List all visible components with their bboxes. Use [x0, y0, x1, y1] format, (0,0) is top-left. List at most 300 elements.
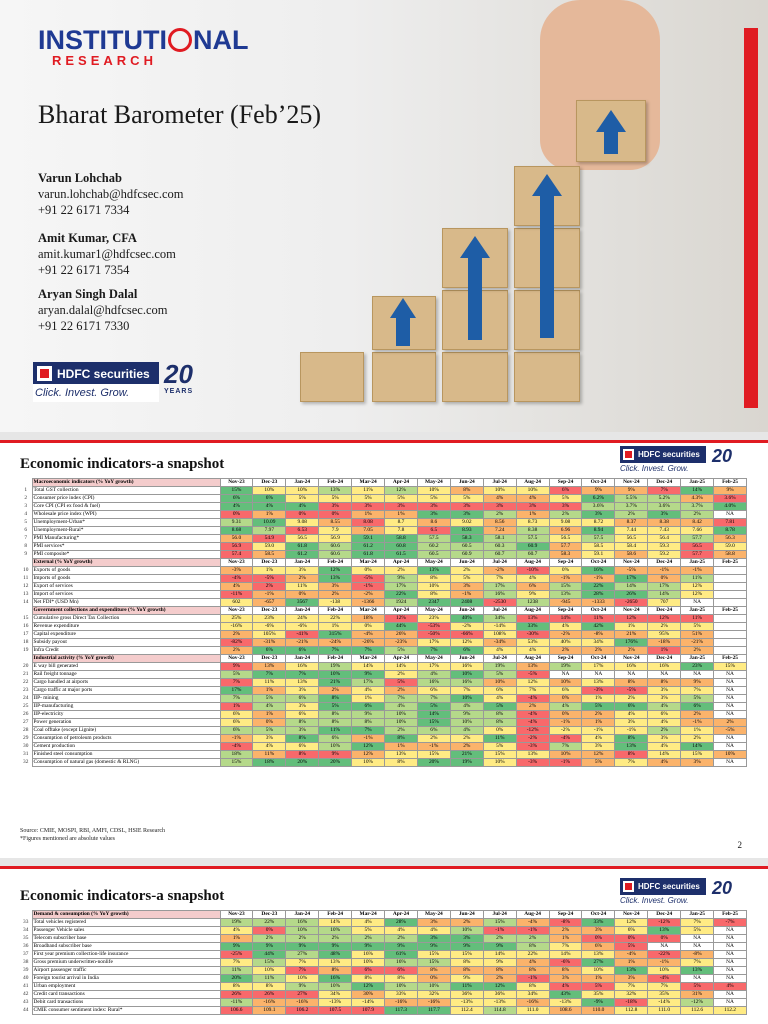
value-cell: 5% — [253, 695, 286, 703]
value-cell: 5% — [352, 495, 385, 503]
value-cell: 60.3 — [483, 543, 516, 551]
value-cell: -16% — [516, 999, 549, 1007]
row-number: 14 — [23, 599, 29, 605]
row-number: 42 — [23, 991, 29, 997]
value-cell: 8% — [648, 679, 681, 687]
value-cell: 7% — [648, 983, 681, 991]
month-header: Jan-25 — [681, 655, 714, 663]
value-cell: -18% — [648, 639, 681, 647]
value-cell: -22% — [648, 951, 681, 959]
value-cell: 20% — [319, 759, 352, 767]
value-cell: 7% — [648, 487, 681, 495]
value-cell: 5% — [385, 495, 418, 503]
row-label: IIP-electricity — [32, 711, 220, 719]
value-cell: 8.68 — [220, 527, 253, 535]
value-cell: 2% — [319, 935, 352, 943]
value-cell: 15% — [450, 951, 483, 959]
value-cell: 13% — [582, 679, 615, 687]
value-cell: 12% — [385, 487, 418, 495]
value-cell: 6% — [220, 727, 253, 735]
value-cell: -16% — [385, 999, 418, 1007]
value-cell: 2% — [549, 511, 582, 519]
value-cell: 7% — [417, 647, 450, 655]
row-number: 8 — [24, 543, 28, 549]
value-cell: -1% — [417, 743, 450, 751]
value-cell: -8% — [582, 631, 615, 639]
row-label: Consumption of petroleum products — [32, 735, 220, 743]
value-cell: -1% — [516, 927, 549, 935]
value-cell: 1% — [352, 695, 385, 703]
value-cell: 2% — [483, 975, 516, 983]
value-cell: -2% — [483, 567, 516, 575]
value-cell: 95% — [648, 631, 681, 639]
value-cell: 315% — [319, 631, 352, 639]
value-cell: 8% — [286, 735, 319, 743]
value-cell: 9% — [286, 943, 319, 951]
value-cell: -82% — [220, 639, 253, 647]
table-row — [20, 519, 747, 527]
value-cell: -11% — [220, 999, 253, 1007]
value-cell: -1% — [352, 735, 385, 743]
value-cell: 9% — [615, 487, 648, 495]
month-header: Feb-24 — [319, 911, 352, 919]
value-cell: 34% — [319, 991, 352, 999]
value-cell: 13% — [516, 751, 549, 759]
value-cell: 0% — [549, 695, 582, 703]
month-header: Mar-24 — [352, 655, 385, 663]
value-cell: NA — [549, 671, 582, 679]
value-cell: 10% — [385, 719, 418, 727]
row-number: 7 — [24, 535, 28, 541]
value-cell: 9.02 — [450, 519, 483, 527]
value-cell: 1% — [615, 959, 648, 967]
value-cell: 26% — [220, 991, 253, 999]
value-cell: 12% — [352, 751, 385, 759]
value-cell: -12% — [648, 919, 681, 927]
value-cell: 6% — [220, 711, 253, 719]
value-cell: NA — [714, 951, 747, 959]
value-cell: -3% — [516, 759, 549, 767]
value-cell: 12% — [483, 983, 516, 991]
value-cell: 16% — [385, 959, 418, 967]
month-header: Oct-24 — [582, 911, 615, 919]
value-cell: 7.81 — [714, 519, 747, 527]
author-email[interactable]: varun.lohchab@hdfcsec.com — [38, 187, 184, 201]
value-cell: 2% — [549, 927, 582, 935]
value-cell: 58.8 — [385, 535, 418, 543]
row-label: Cement production — [32, 743, 220, 751]
value-cell: 3.6% — [582, 503, 615, 511]
row-label: Passenger Vehicle sales — [32, 927, 220, 935]
author-name: Aryan Singh Dalal — [38, 287, 138, 301]
value-cell: 111.0 — [516, 1007, 549, 1015]
value-cell: 15% — [549, 583, 582, 591]
value-cell: 9% — [483, 959, 516, 967]
row-number: 32 — [23, 759, 29, 765]
value-cell: 19% — [549, 663, 582, 671]
row-number: 12 — [23, 583, 29, 589]
section-header-row — [20, 559, 747, 567]
value-cell: 2% — [516, 703, 549, 711]
value-cell: 2% — [615, 695, 648, 703]
value-cell: 1% — [220, 935, 253, 943]
value-cell: 22% — [516, 951, 549, 959]
value-cell: 1% — [615, 623, 648, 631]
value-cell: 13% — [385, 751, 418, 759]
value-cell: 2% — [319, 591, 352, 599]
value-cell: 35% — [648, 991, 681, 999]
value-cell: 4% — [352, 919, 385, 927]
value-cell: 61.8 — [352, 551, 385, 559]
value-cell: 18% — [220, 751, 253, 759]
value-cell: -25% — [220, 951, 253, 959]
value-cell: 3% — [615, 719, 648, 727]
row-label: Unemployment-Urban* — [32, 519, 220, 527]
value-cell: 17% — [582, 663, 615, 671]
value-cell: -13% — [450, 999, 483, 1007]
month-header: Jul-24 — [483, 911, 516, 919]
value-cell: 31% — [681, 991, 714, 999]
author-block — [38, 286, 168, 334]
month-header: Oct-24 — [582, 479, 615, 487]
value-cell: 6% — [352, 967, 385, 975]
value-cell: 1% — [385, 511, 418, 519]
row-label: Gross premium underwritten-nonlife — [32, 959, 220, 967]
row-number: 21 — [23, 671, 29, 677]
month-header: Feb-25 — [714, 655, 747, 663]
month-header: Oct-24 — [582, 607, 615, 615]
value-cell: -1% — [352, 583, 385, 591]
author-email[interactable]: amit.kumar1@hdfcsec.com — [38, 247, 176, 261]
value-cell: -31% — [253, 639, 286, 647]
value-cell: 2% — [615, 647, 648, 655]
table-row — [20, 983, 747, 991]
value-cell: 59.3 — [648, 543, 681, 551]
month-header: Apr-24 — [385, 911, 418, 919]
value-cell: 10% — [549, 751, 582, 759]
value-cell: -4% — [220, 743, 253, 751]
value-cell: 8.08 — [352, 519, 385, 527]
value-cell: 0% — [319, 511, 352, 519]
value-cell: 57.5 — [417, 535, 450, 543]
value-cell: 5% — [319, 703, 352, 711]
value-cell: 57.4 — [220, 551, 253, 559]
value-cell: 26% — [253, 991, 286, 999]
month-header: Sep-24 — [549, 911, 582, 919]
value-cell: 8% — [516, 983, 549, 991]
value-cell: 5% — [681, 695, 714, 703]
value-cell: 109.1 — [253, 1007, 286, 1015]
value-cell: 58.3 — [450, 535, 483, 543]
value-cell: 8% — [450, 967, 483, 975]
value-cell: 0% — [648, 575, 681, 583]
value-cell: 30% — [352, 991, 385, 999]
row-number: 10 — [23, 567, 29, 573]
month-header: May-24 — [417, 479, 450, 487]
value-cell: 4% — [286, 503, 319, 511]
value-cell: 57.7 — [681, 535, 714, 543]
value-cell: 23% — [253, 615, 286, 623]
value-cell: 33% — [516, 623, 549, 631]
value-cell: 10% — [582, 967, 615, 975]
row-number: 29 — [23, 735, 29, 741]
value-cell: NA — [681, 943, 714, 951]
value-cell: 8% — [319, 719, 352, 727]
value-cell: 16% — [615, 663, 648, 671]
row-label: PMI composite* — [32, 551, 220, 559]
value-cell: 8.73 — [516, 519, 549, 527]
table-row — [20, 623, 747, 631]
value-cell: 8.56 — [483, 519, 516, 527]
table-row — [20, 679, 747, 687]
value-cell: 6.96 — [549, 527, 582, 535]
value-cell: -1% — [549, 719, 582, 727]
value-cell: 5% — [385, 647, 418, 655]
row-number: 31 — [23, 751, 29, 757]
value-cell: 2% — [450, 567, 483, 575]
value-cell: 106.6 — [220, 1007, 253, 1015]
value-cell: -2% — [549, 727, 582, 735]
author-name: Amit Kumar, CFA — [38, 231, 137, 245]
value-cell: 6% — [516, 583, 549, 591]
value-cell: 2% — [450, 735, 483, 743]
value-cell: -1% — [615, 727, 648, 735]
value-cell: 61.2 — [286, 551, 319, 559]
value-cell: 11% — [319, 727, 352, 735]
value-cell: -5% — [516, 671, 549, 679]
value-cell: 10% — [352, 759, 385, 767]
value-cell: -13% — [549, 999, 582, 1007]
value-cell: 27% — [286, 951, 319, 959]
value-cell: 16% — [648, 663, 681, 671]
value-cell: 4% — [220, 503, 253, 511]
value-cell: 27% — [286, 991, 319, 999]
table-row — [20, 591, 747, 599]
author-phone: +91 22 6171 7330 — [38, 319, 130, 333]
month-header: Feb-24 — [319, 655, 352, 663]
value-cell: 6% — [385, 967, 418, 975]
value-cell: 8.78 — [714, 527, 747, 535]
value-cell: 12% — [681, 583, 714, 591]
row-label: IIP-manufacturing — [32, 703, 220, 711]
author-email[interactable]: aryan.dalal@hdfcsec.com — [38, 303, 168, 317]
value-cell: 12% — [648, 615, 681, 623]
value-cell: 9% — [319, 943, 352, 951]
table-row — [20, 695, 747, 703]
value-cell: -1% — [582, 575, 615, 583]
row-number: 27 — [23, 719, 29, 725]
value-cell: 11% — [352, 487, 385, 495]
value-cell: 2% — [681, 711, 714, 719]
value-cell: 8% — [352, 975, 385, 983]
row-number: 23 — [23, 687, 29, 693]
value-cell: 2% — [681, 647, 714, 655]
row-number: 41 — [23, 983, 29, 989]
value-cell: 22% — [319, 615, 352, 623]
value-cell: 12% — [450, 639, 483, 647]
value-cell: 117.3 — [385, 1007, 418, 1015]
value-cell: 9% — [417, 943, 450, 951]
value-cell: -5% — [615, 567, 648, 575]
value-cell: 60.6 — [319, 543, 352, 551]
row-label: Net FDI* (USD Mn) — [32, 599, 220, 607]
month-header: Mar-24 — [352, 479, 385, 487]
month-header: Jun-24 — [450, 655, 483, 663]
value-cell: -10% — [516, 567, 549, 575]
value-cell: 36% — [450, 991, 483, 999]
value-cell: 58.3 — [549, 551, 582, 559]
value-cell: 2% — [385, 671, 418, 679]
value-cell: 5% — [681, 983, 714, 991]
table-row — [20, 615, 747, 623]
red-top-rule — [0, 440, 768, 443]
row-label: Coal offtake (except Lignite) — [32, 727, 220, 735]
value-cell: 19% — [450, 759, 483, 767]
value-cell: 3.6% — [714, 495, 747, 503]
value-cell: -1% — [681, 567, 714, 575]
value-cell: 1% — [319, 623, 352, 631]
snapshot-page-3 — [0, 866, 768, 1024]
hdfc-securities-mini-logo: HDFC securities Click. Invest. Grow. 20 — [620, 878, 733, 905]
value-cell: -16% — [417, 999, 450, 1007]
value-cell: 6.2% — [582, 495, 615, 503]
value-cell: 6% — [417, 687, 450, 695]
value-cell: 15% — [220, 759, 253, 767]
value-cell: 2% — [253, 583, 286, 591]
value-cell: 3% — [286, 567, 319, 575]
value-cell: 10% — [385, 983, 418, 991]
value-cell: 9% — [286, 983, 319, 991]
value-cell: 106.2 — [286, 1007, 319, 1015]
value-cell: 3% — [417, 919, 450, 927]
value-cell: 10% — [286, 487, 319, 495]
value-cell: 9% — [352, 711, 385, 719]
month-header: Mar-24 — [352, 911, 385, 919]
value-cell: -7% — [714, 919, 747, 927]
table-row — [20, 647, 747, 655]
month-header: Jul-24 — [483, 479, 516, 487]
value-cell: NA — [681, 599, 714, 607]
value-cell: NA — [714, 967, 747, 975]
value-cell: 21% — [450, 751, 483, 759]
value-cell: 7% — [220, 695, 253, 703]
value-cell: -4% — [648, 975, 681, 983]
value-cell — [714, 575, 747, 583]
value-cell: 10% — [450, 695, 483, 703]
month-header: Feb-24 — [319, 607, 352, 615]
month-header: Aug-24 — [516, 479, 549, 487]
value-cell: 0% — [220, 511, 253, 519]
value-cell: NA — [714, 735, 747, 743]
value-cell: 7% — [286, 959, 319, 967]
value-cell: 0% — [582, 935, 615, 943]
value-cell — [714, 647, 747, 655]
month-header: Nov-23 — [220, 479, 253, 487]
month-header: Jan-24 — [286, 655, 319, 663]
value-cell: 5% — [417, 495, 450, 503]
value-cell: 34% — [516, 991, 549, 999]
value-cell: -24% — [319, 639, 352, 647]
value-cell: 3.7% — [681, 503, 714, 511]
value-cell: 3% — [352, 503, 385, 511]
value-cell: 5% — [319, 495, 352, 503]
value-cell: 3% — [549, 503, 582, 511]
value-cell: 10% — [516, 487, 549, 495]
value-cell: 7.8 — [385, 527, 418, 535]
value-cell: 12% — [319, 567, 352, 575]
row-label: Broadband subscriber base — [32, 943, 220, 951]
value-cell: 6% — [286, 711, 319, 719]
value-cell: 8.55 — [319, 519, 352, 527]
value-cell: 5% — [286, 495, 319, 503]
month-header: Jan-25 — [681, 607, 714, 615]
row-label: Infra Credit — [32, 647, 220, 655]
value-cell: 4% — [516, 959, 549, 967]
value-cell: -1% — [516, 975, 549, 983]
value-cell: 3.7% — [615, 503, 648, 511]
value-cell: 8% — [516, 967, 549, 975]
month-header: Nov-24 — [615, 559, 648, 567]
value-cell: -1% — [549, 575, 582, 583]
value-cell: 5% — [549, 495, 582, 503]
value-cell: 13% — [319, 487, 352, 495]
value-cell: 19% — [319, 663, 352, 671]
value-cell: -2% — [516, 735, 549, 743]
month-header: Dec-24 — [648, 607, 681, 615]
value-cell: 7% — [286, 671, 319, 679]
value-cell: 14% — [681, 743, 714, 751]
row-label: Capital expenditure — [32, 631, 220, 639]
value-cell: NA — [714, 927, 747, 935]
value-cell: 4% — [549, 703, 582, 711]
value-cell: 2% — [385, 935, 418, 943]
value-cell: 12% — [615, 919, 648, 927]
value-cell: 2% — [549, 647, 582, 655]
value-cell: -5% — [352, 575, 385, 583]
month-header: Aug-24 — [516, 559, 549, 567]
value-cell: 34% — [582, 639, 615, 647]
value-cell: -2% — [352, 591, 385, 599]
value-cell: 8% — [385, 735, 418, 743]
table-row — [20, 735, 747, 743]
month-header: Mar-24 — [352, 607, 385, 615]
row-label: E way bill generated — [32, 663, 220, 671]
value-cell: 2% — [450, 919, 483, 927]
value-cell: 12% — [352, 743, 385, 751]
row-number: 38 — [23, 959, 29, 965]
section-header-row — [20, 607, 747, 615]
value-cell: 58.5 — [582, 543, 615, 551]
month-header: Oct-24 — [582, 655, 615, 663]
value-cell: 7.44 — [615, 527, 648, 535]
twenty-years-badge: 20 YEARS — [164, 359, 194, 395]
value-cell: 7% — [319, 647, 352, 655]
row-label: Total vehicles registered — [32, 919, 220, 927]
value-cell: 3% — [319, 583, 352, 591]
row-label: Power generation — [32, 719, 220, 727]
value-cell: 11% — [220, 967, 253, 975]
value-cell: 10% — [450, 719, 483, 727]
month-header: Nov-24 — [615, 655, 648, 663]
value-cell: 5% — [582, 759, 615, 767]
value-cell: 6% — [648, 711, 681, 719]
value-cell: 8% — [319, 967, 352, 975]
value-cell: 56.5 — [286, 535, 319, 543]
value-cell: 7.9 — [319, 527, 352, 535]
value-cell: -8% — [549, 919, 582, 927]
value-cell: NA — [714, 991, 747, 999]
value-cell: 60.5 — [450, 543, 483, 551]
